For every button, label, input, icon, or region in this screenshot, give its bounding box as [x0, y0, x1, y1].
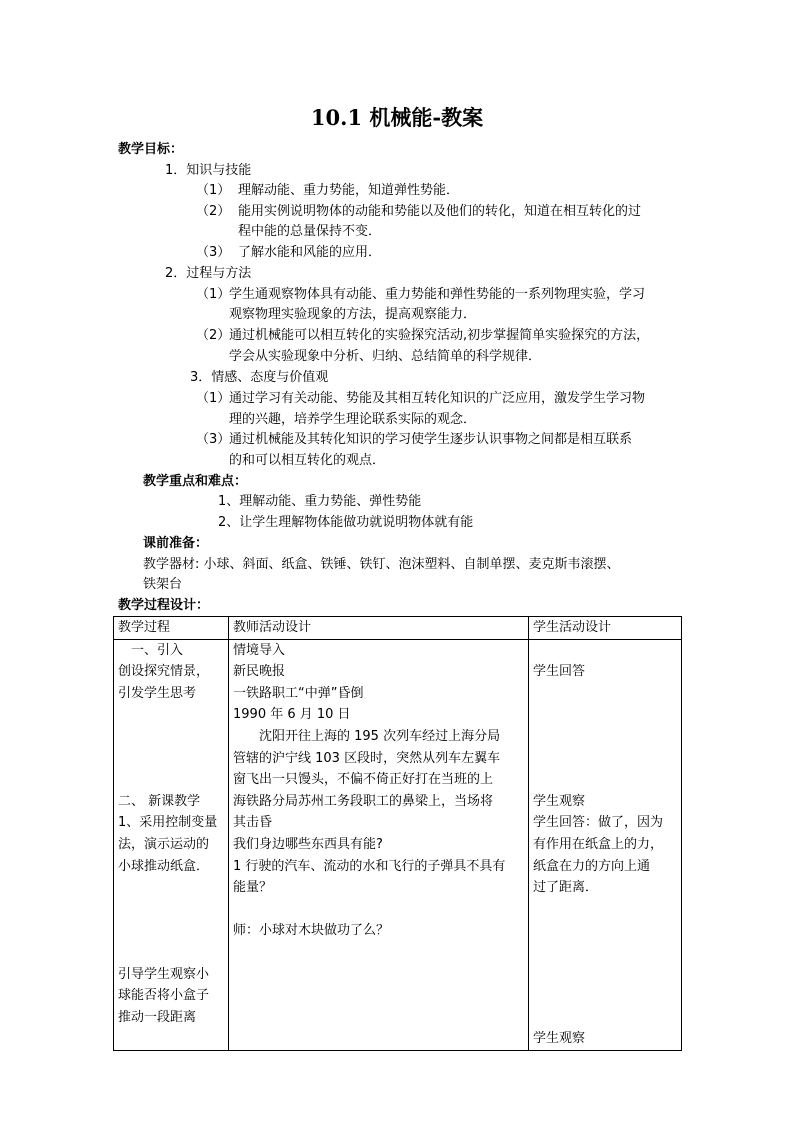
objective-1-2-number: （2）	[196, 204, 231, 219]
objective-section-1-title: 1．知识与技能	[165, 163, 252, 178]
objective-3-2-text-cont: 的和可以相互转化的观点．	[229, 453, 386, 468]
objective-section-2-title: 2．过程与方法	[165, 266, 252, 281]
student-activity-cell: 学生回答 学生观察 学生回答：做了，因为 有作用在纸盒上的力， 纸盒在力的方向上通 过了距离． 学生观察	[529, 639, 682, 1050]
objective-1-3-number: （3）	[196, 245, 231, 260]
objective-2-2-text-cont: 学会从实验现象中分析、归纳、总结简单的科学规律．	[229, 349, 542, 364]
key-point-1: 1、理解动能、重力势能、弹性势能	[218, 494, 422, 509]
objective-3-1-text: 通过学习有关动能、势能及其相互转化知识的广泛应用，激发学生学习物	[229, 391, 646, 406]
objective-3-2-text: 通过机械能及其转化知识的学习使学生逐步认识事物之间都是相互联系	[229, 432, 633, 447]
objective-3-2-number: （3）	[196, 432, 231, 447]
objectives-heading: 教学目标：	[118, 142, 184, 157]
objective-2-1-text: 学生通观察物体具有动能、重力势能和弹性势能的一系列物理实验，学习	[229, 287, 646, 302]
objective-3-1-text-cont: 理的兴趣，培养学生理论联系实际的观念．	[229, 412, 477, 427]
objective-1-2-text-cont: 程中能的总量保持不变．	[238, 224, 382, 239]
column-header-student: 学生活动设计	[529, 617, 682, 640]
table-header-row	[114, 617, 682, 640]
objective-2-2-number: （2）	[196, 328, 231, 343]
page-title: 10.1 机械能-教案	[310, 105, 484, 130]
column-header-process: 教学过程	[114, 617, 229, 640]
preparation-materials: 教学器材: 小球、斜面、纸盒、铁锤、铁钉、泡沫塑料、自制单摆、麦克斯韦滚摆、	[143, 557, 620, 572]
key-points-heading: 教学重点和难点：	[143, 474, 248, 489]
objective-2-2-text: 通过机械能可以相互转化的实验探究活动,初步掌握简单实验探究的方法，	[229, 328, 650, 343]
key-point-2: 2、让学生理解物体能做功就说明物体就有能	[218, 515, 474, 530]
objective-2-1-number: （1）	[196, 287, 231, 302]
teaching-process-table	[113, 616, 682, 1051]
objective-section-3-title: 3．情感、态度与价值观	[190, 370, 329, 385]
objective-2-1-text-cont: 观察物理实验现象的方法，提高观察能力．	[229, 307, 477, 322]
teacher-activity-cell: 情境导入 新民晚报 一铁路职工“中弹”昏倒 1990 年 6 月 10 日 沈阳开往上海的 195 次列车经过上海分局 管辖的沪宁线 103 区段时，突然从列车左翼车 窗飞出一只馒头，不偏不倚正好打在当班的上 海铁路分局苏州工务段职工的鼻梁上，当场将 其击昏 我们身边哪些东西具有能? 1 行驶的汽车、流动的水和飞行的子弹具不具有 能量？ 师：小球对木块做功了么？	[229, 639, 529, 1050]
process-stage-cell: 一、引入 创设探究情景， 引发学生思考 二、 新课教学 1、采用控制变量 法，演示运动的 小球推动纸盒． 引导学生观察小 球能否将小盒子 推动一段距离	[114, 639, 229, 1050]
objective-1-1-text: 理解动能、重力势能，知道弹性势能．	[238, 183, 460, 198]
table-row	[114, 639, 682, 1050]
objective-3-1-number: （1）	[196, 391, 231, 406]
process-heading: 教学过程设计：	[118, 598, 210, 613]
objective-1-1-number: （1）	[196, 183, 231, 198]
objective-1-2-text: 能用实例说明物体的动能和势能以及他们的转化，知道在相互转化的过	[238, 204, 642, 219]
objective-1-3-text: 了解水能和风能的应用．	[238, 245, 382, 260]
column-header-teacher: 教师活动设计	[229, 617, 529, 640]
preparation-heading: 课前准备：	[143, 536, 209, 551]
preparation-materials-cont: 铁架台	[143, 577, 183, 592]
